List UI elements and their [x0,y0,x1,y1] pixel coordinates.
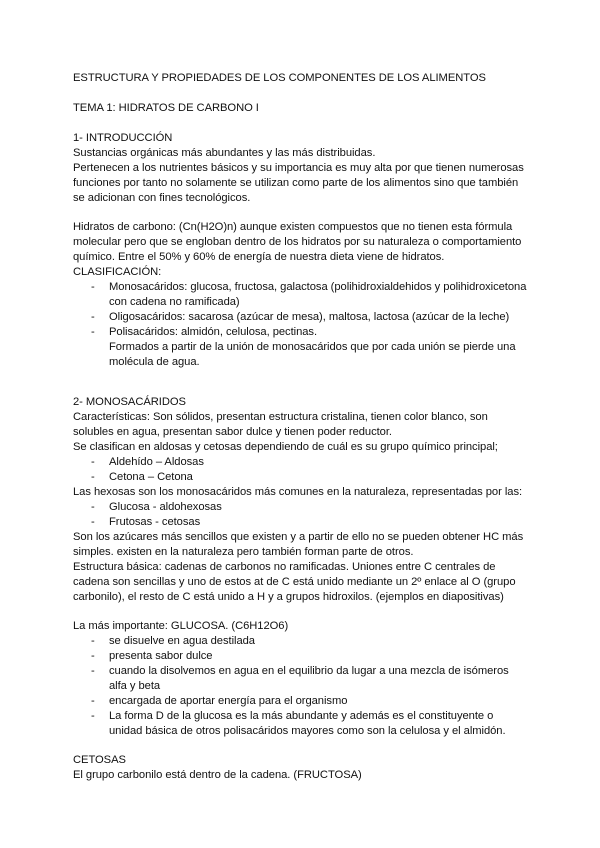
clasificacion-heading: CLASIFICACIÓN: [73,266,162,278]
section-heading-monosacaridos: 2- MONOSACÁRIDOS [73,396,186,408]
list-item: encargada de aportar energía para el organismo [109,695,348,707]
paragraph-line: Se clasifican en aldosas y cetosas dependiendo de cuál es su grupo químico principal; [73,441,498,453]
paragraph-line: carbonilo), el resto de C está unido a H y a grupos hidroxilos. (ejemplos en diapositivas) [73,591,504,603]
paragraph-line: Características: Son sólidos, presentan estructura cristalina, tienen color blanco, son [73,411,488,423]
paragraph-line: molecular pero que se engloban dentro de los hidratos por su naturaleza o comportamiento [73,236,522,248]
list-item-polisacaridos: Polisacáridos: almidón, celulosa, pectinas. [109,326,318,338]
paragraph-line: Sustancias orgánicas más abundantes y las más distribuidas. [73,147,376,159]
list-item-continuation: Formados a partir de la unión de monosacáridos que por cada unión se pierde una [109,341,516,353]
list-item-aldehido: Aldehído – Aldosas [109,456,204,468]
list-item-continuation: unidad básica de otros polisacáridos mayores como son la celulosa y el almidón. [109,725,506,737]
list-bullet: - [91,665,95,677]
paragraph-line: Son los azúcares más sencillos que existen y a partir de ello no se pueden obtener HC más [73,531,524,543]
list-item: cuando la disolvemos en agua en el equilibrio da lugar a una mezcla de isómeros [109,665,509,677]
document-title: ESTRUCTURA Y PROPIEDADES DE LOS COMPONENTES DE LOS ALIMENTOS [73,72,486,84]
list-item-monosacaridos: Monosacáridos: glucosa, fructosa, galactosa (polihidroxialdehidos y polihidroxicetona [109,281,527,293]
list-bullet: - [91,695,95,707]
paragraph-line: químico. Entre el 50% y 60% de energía de nuestra dieta viene de hidratos. [73,251,445,263]
list-item-cetona: Cetona – Cetona [109,471,193,483]
list-item: se disuelve en agua destilada [109,635,255,647]
paragraph-line: El grupo carbonilo está dentro de la cadena. (FRUCTOSA) [73,769,362,781]
list-item-continuation: con cadena no ramificada) [109,296,240,308]
list-bullet: - [91,650,95,662]
topic-title: TEMA 1: HIDRATOS DE CARBONO I [73,102,259,114]
paragraph-line: Hidratos de carbono: (Cn(H2O)n) aunque existen compuestos que no tienen esta fórmula [73,221,513,233]
list-bullet: - [91,311,95,323]
list-bullet: - [91,501,95,513]
list-item: presenta sabor dulce [109,650,213,662]
cetosas-heading: CETOSAS [73,754,126,766]
section-heading-introduccion: 1- INTRODUCCIÓN [73,132,173,144]
paragraph-line: solubles en agua, presentan sabor dulce y tienen poder reductor. [73,426,392,438]
list-bullet: - [91,516,95,528]
glucosa-heading: La más importante: GLUCOSA. (C6H12O6) [73,620,289,632]
paragraph-line: Las hexosas son los monosacáridos más comunes en la naturaleza, representadas por las: [73,486,523,498]
list-item-continuation: alfa y beta [109,680,161,692]
paragraph-line: Pertenecen a los nutrientes básicos y su importancia es muy alta por que tienen numerosas [73,162,524,174]
list-bullet: - [91,471,95,483]
list-item-glucosa: Glucosa - aldohexosas [109,501,222,513]
list-item-frutosas: Frutosas - cetosas [109,516,201,528]
paragraph-line: cadena son sencillas y uno de estos at de C está unido mediante un 2º enlace al O (grupo [73,576,516,588]
list-bullet: - [91,635,95,647]
list-bullet: - [91,456,95,468]
paragraph-line: se adicionan con fines tecnológicos. [73,192,251,204]
list-bullet: - [91,281,95,293]
list-item-continuation: molécula de agua. [109,356,200,368]
list-item: La forma D de la glucosa es la más abundante y además es el constituyente o [109,710,494,722]
paragraph-line: funciones por tanto no solamente se utilizan como parte de los alimentos sino que también [73,177,519,189]
list-bullet: - [91,710,95,722]
paragraph-line: Estructura básica: cadenas de carbonos no ramificadas. Uniones entre C centrales de [73,561,496,573]
list-bullet: - [91,326,95,338]
paragraph-line: simples. existen en la naturaleza pero también forman parte de otros. [73,546,414,558]
list-item-oligosacaridos: Oligosacáridos: sacarosa (azúcar de mesa), maltosa, lactosa (azúcar de la leche) [109,311,510,323]
